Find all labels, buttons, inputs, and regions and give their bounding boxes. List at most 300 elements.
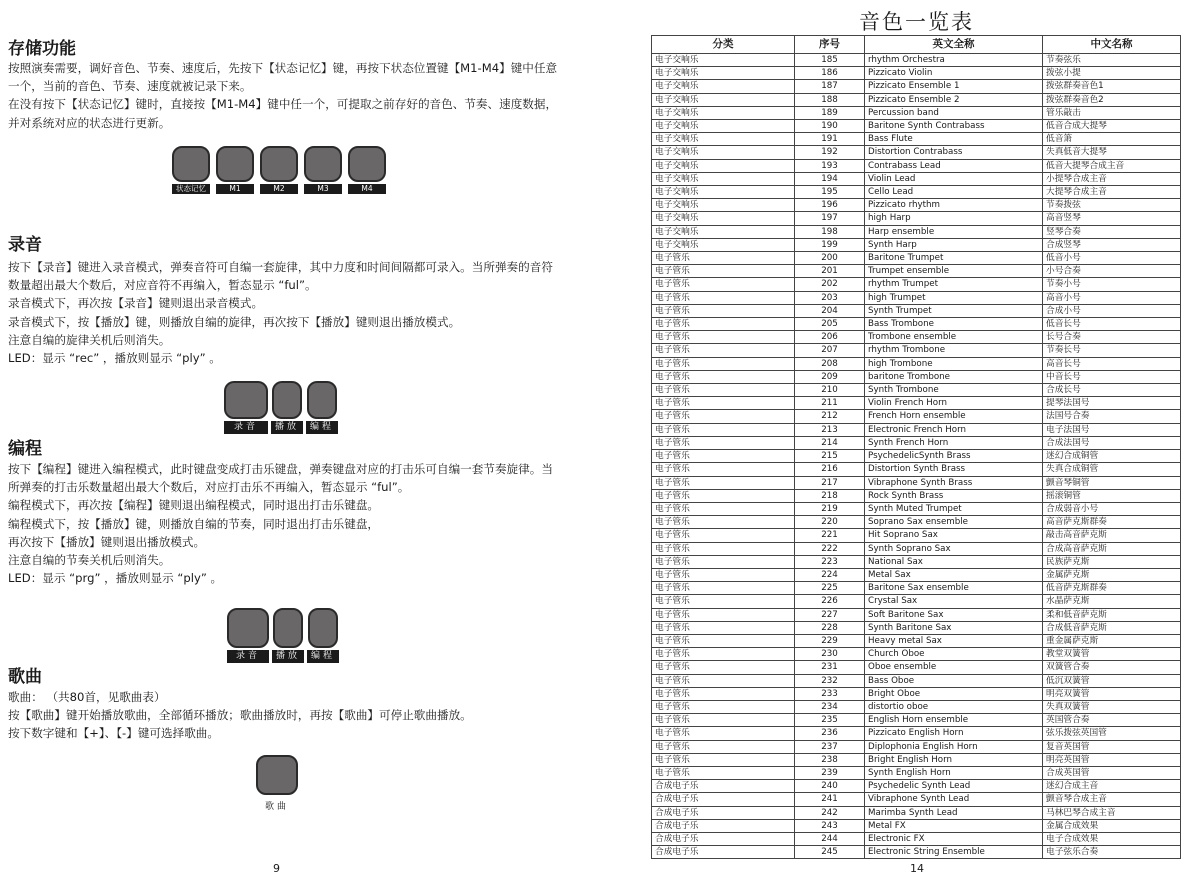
section-text-record (8, 258, 558, 367)
table-row (652, 542, 1181, 555)
cell-category: 电子管乐 (652, 331, 795, 344)
table-row (652, 186, 1181, 199)
cell-english-name: rhythm Trombone (865, 344, 1043, 357)
cell-category: 电子交响乐 (652, 67, 795, 80)
cell-chinese-name: 合成法国号 (1043, 436, 1181, 449)
cell-english-name: Hit Soprano Sax (865, 529, 1043, 542)
table-row (652, 133, 1181, 146)
cell-english-name: Cello Lead (865, 186, 1043, 199)
cell-number: 240 (795, 780, 865, 793)
key-m3 (304, 146, 342, 194)
cell-number: 193 (795, 159, 865, 172)
cell-chinese-name: 大提琴合成主音 (1043, 186, 1181, 199)
cell-category: 合成电子乐 (652, 846, 795, 859)
cell-chinese-name: 水晶萨克斯 (1043, 595, 1181, 608)
table-row (652, 766, 1181, 779)
section-title-storage: 存储功能 (8, 39, 76, 59)
program-keys-diagram (227, 608, 339, 663)
key-label: 编程 (306, 421, 338, 434)
cell-english-name: Soft Baritone Sax (865, 608, 1043, 621)
cell-chinese-name: 长号合奏 (1043, 331, 1181, 344)
cell-category: 电子管乐 (652, 555, 795, 568)
cell-english-name: National Sax (865, 555, 1043, 568)
table-row (652, 595, 1181, 608)
cell-number: 218 (795, 489, 865, 502)
cell-chinese-name: 合成竖琴 (1043, 238, 1181, 251)
cell-chinese-name: 低音箫 (1043, 133, 1181, 146)
cell-chinese-name: 高音竖琴 (1043, 212, 1181, 225)
cell-english-name: Contrabass Lead (865, 159, 1043, 172)
cell-category: 电子交响乐 (652, 146, 795, 159)
cell-english-name: Soprano Sax ensemble (865, 516, 1043, 529)
cell-number: 221 (795, 529, 865, 542)
cell-category: 电子管乐 (652, 516, 795, 529)
cell-number: 237 (795, 740, 865, 753)
cell-english-name: Bass Flute (865, 133, 1043, 146)
cell-chinese-name: 重金属萨克斯 (1043, 634, 1181, 647)
cell-english-name: Diplophonia English Horn (865, 740, 1043, 753)
cell-number: 232 (795, 674, 865, 687)
table-row (652, 832, 1181, 845)
paragraph: 编程模式下，按【播放】键，则播放自编的节奏，同时退出打击乐键盘， (8, 516, 380, 531)
cell-number: 198 (795, 225, 865, 238)
cell-category: 电子交响乐 (652, 225, 795, 238)
cell-english-name: Crystal Sax (865, 595, 1043, 608)
cell-chinese-name: 低音长号 (1043, 318, 1181, 331)
left-page (0, 0, 590, 879)
cell-number: 217 (795, 476, 865, 489)
cell-number: 244 (795, 832, 865, 845)
cell-category: 电子管乐 (652, 304, 795, 317)
cell-number: 194 (795, 172, 865, 185)
table-row (652, 423, 1181, 436)
cell-english-name: Synth Soprano Sax (865, 542, 1043, 555)
cell-number: 219 (795, 502, 865, 515)
cell-chinese-name: 马林巴琴合成主音 (1043, 806, 1181, 819)
key-label: 播放 (271, 421, 303, 434)
key-cap (348, 146, 386, 182)
paragraph: 在没有按下【状态记忆】键时，直接按【M1-M4】键中任一个，可提取之前存好的音色、节奏、速度数据，并对系统对应的状态进行更新。 (8, 97, 558, 130)
paragraph: LED：显示 “prg” ，播放则显示 “ply” 。 (8, 571, 223, 586)
paragraph: 录音模式下，再次按【录音】键则退出录音模式。 (8, 296, 264, 311)
table-row (652, 265, 1181, 278)
paragraph: 歌曲： （共80首，见歌曲表） (8, 690, 166, 704)
cell-chinese-name: 法国号合奏 (1043, 410, 1181, 423)
cell-english-name: English Horn ensemble (865, 714, 1043, 727)
cell-category: 电子交响乐 (652, 199, 795, 212)
cell-number: 238 (795, 753, 865, 766)
cell-category: 电子管乐 (652, 344, 795, 357)
cell-english-name: Violin Lead (865, 172, 1043, 185)
cell-chinese-name: 合成长号 (1043, 384, 1181, 397)
cell-category: 电子管乐 (652, 476, 795, 489)
cell-number: 213 (795, 423, 865, 436)
cell-chinese-name: 高音萨克斯群奏 (1043, 516, 1181, 529)
cell-chinese-name: 电子合成效果 (1043, 832, 1181, 845)
cell-chinese-name: 摇滚铜管 (1043, 489, 1181, 502)
cell-number: 195 (795, 186, 865, 199)
table-row (652, 344, 1181, 357)
cell-number: 230 (795, 648, 865, 661)
key-label: 状态记忆 (172, 184, 210, 194)
cell-number: 192 (795, 146, 865, 159)
cell-number: 191 (795, 133, 865, 146)
table-row (652, 410, 1181, 423)
cell-chinese-name: 合成低音萨克斯 (1043, 621, 1181, 634)
table-row (652, 120, 1181, 133)
key-program (306, 381, 338, 434)
cell-chinese-name: 提琴法国号 (1043, 397, 1181, 410)
cell-chinese-name: 管乐敲击 (1043, 106, 1181, 119)
cell-chinese-name: 失真合成铜管 (1043, 463, 1181, 476)
cell-english-name: Synth Harp (865, 238, 1043, 251)
cell-english-name: high Harp (865, 212, 1043, 225)
cell-category: 电子管乐 (652, 740, 795, 753)
cell-number: 226 (795, 595, 865, 608)
table-row (652, 780, 1181, 793)
cell-number: 225 (795, 582, 865, 595)
cell-category: 电子管乐 (652, 318, 795, 331)
table-row (652, 238, 1181, 251)
section-title-record: 录音 (8, 235, 42, 255)
cell-category: 电子管乐 (652, 542, 795, 555)
table-row (652, 582, 1181, 595)
cell-number: 211 (795, 397, 865, 410)
cell-chinese-name: 明亮双簧管 (1043, 687, 1181, 700)
cell-chinese-name: 电子法国号 (1043, 423, 1181, 436)
cell-number: 208 (795, 357, 865, 370)
cell-chinese-name: 复音英国管 (1043, 740, 1181, 753)
cell-number: 209 (795, 370, 865, 383)
cell-chinese-name: 节奏弦乐 (1043, 54, 1181, 67)
cell-number: 231 (795, 661, 865, 674)
cell-chinese-name: 迷幻合成铜管 (1043, 450, 1181, 463)
table-row (652, 568, 1181, 581)
cell-chinese-name: 教堂双簧管 (1043, 648, 1181, 661)
cell-category: 电子管乐 (652, 582, 795, 595)
cell-number: 235 (795, 714, 865, 727)
cell-number: 242 (795, 806, 865, 819)
key-m4 (348, 146, 386, 194)
table-row (652, 502, 1181, 515)
table-row (652, 291, 1181, 304)
header-number: 序号 (795, 36, 865, 54)
cell-category: 电子交响乐 (652, 212, 795, 225)
cell-english-name: Metal FX (865, 819, 1043, 832)
cell-english-name: Electronic String Ensemble (865, 846, 1043, 859)
paragraph: 编程模式下，再次按【编程】键则退出编程模式，同时退出打击乐键盘。 (8, 498, 380, 513)
cell-number: 223 (795, 555, 865, 568)
cell-category: 电子管乐 (652, 766, 795, 779)
table-row (652, 687, 1181, 700)
cell-number: 243 (795, 819, 865, 832)
paragraph: 按照演奏需要，调好音色、节奏、速度后，先按下【状态记忆】键，再按下状态位置键【M1-M4】键中任意一个，当前的音色、节奏、速度就被记录下来。 (8, 61, 558, 94)
key-state-memory (172, 146, 210, 194)
cell-chinese-name: 合成弱音小号 (1043, 502, 1181, 515)
cell-number: 245 (795, 846, 865, 859)
cell-number: 241 (795, 793, 865, 806)
table-row (652, 172, 1181, 185)
tone-table (651, 35, 1181, 859)
cell-chinese-name: 明亮英国管 (1043, 753, 1181, 766)
paragraph: 注意自编的节奏关机后则消失。 (8, 553, 171, 568)
key-record (227, 608, 269, 663)
table-row (652, 54, 1181, 67)
cell-chinese-name: 金属合成效果 (1043, 819, 1181, 832)
table-row (652, 634, 1181, 647)
cell-category: 电子管乐 (652, 621, 795, 634)
header-english-name: 英文全称 (865, 36, 1043, 54)
cell-category: 电子管乐 (652, 397, 795, 410)
cell-chinese-name: 低音小号 (1043, 252, 1181, 265)
key-program (307, 608, 339, 663)
key-cap (308, 608, 338, 648)
storage-keys-diagram (172, 146, 386, 194)
cell-chinese-name: 节奏拨弦 (1043, 199, 1181, 212)
table-row (652, 199, 1181, 212)
key-m2 (260, 146, 298, 194)
key-label: M3 (304, 184, 342, 194)
cell-english-name: PsychedelicSynth Brass (865, 450, 1043, 463)
cell-english-name: Vibraphone Synth Lead (865, 793, 1043, 806)
key-cap (256, 755, 298, 795)
table-row (652, 608, 1181, 621)
cell-category: 电子管乐 (652, 265, 795, 278)
table-row (652, 436, 1181, 449)
cell-category: 合成电子乐 (652, 780, 795, 793)
paragraph: 按下【录音】键进入录音模式，弹奏音符可自编一套旋律，其中力度和时间间隔都可录入。当所弹奏的音符数量超出最大个数后，对应音符不再编入，暂态显示 “ful”。 (8, 260, 553, 293)
cell-english-name: French Horn ensemble (865, 410, 1043, 423)
key-label: 编程 (307, 650, 339, 663)
key-label: 播放 (272, 650, 304, 663)
cell-number: 204 (795, 304, 865, 317)
paragraph: 录音模式下，按【播放】键，则播放自编的旋律，再次按下【播放】键则退出播放模式。 (8, 314, 461, 329)
cell-english-name: Electronic French Horn (865, 423, 1043, 436)
cell-english-name: Synth English Horn (865, 766, 1043, 779)
cell-english-name: Baritone Trumpet (865, 252, 1043, 265)
table-row (652, 252, 1181, 265)
cell-number: 186 (795, 67, 865, 80)
cell-number: 229 (795, 634, 865, 647)
cell-category: 电子管乐 (652, 727, 795, 740)
table-row (652, 93, 1181, 106)
table-row (652, 648, 1181, 661)
cell-english-name: Violin French Horn (865, 397, 1043, 410)
right-page (600, 0, 1183, 879)
cell-chinese-name: 合成英国管 (1043, 766, 1181, 779)
paragraph: 再次按下【播放】键则退出播放模式。 (8, 534, 206, 549)
table-row (652, 714, 1181, 727)
table-row (652, 819, 1181, 832)
paragraph: 按【歌曲】键开始播放歌曲，全部循环播放；歌曲播放时，再按【歌曲】可停止歌曲播放。 (8, 708, 472, 723)
cell-english-name: Psychedelic Synth Lead (865, 780, 1043, 793)
cell-chinese-name: 合成高音萨克斯 (1043, 542, 1181, 555)
cell-english-name: Pizzicato Ensemble 2 (865, 93, 1043, 106)
cell-number: 196 (795, 199, 865, 212)
cell-category: 合成电子乐 (652, 806, 795, 819)
table-row (652, 621, 1181, 634)
cell-category: 电子交响乐 (652, 172, 795, 185)
cell-category: 电子交响乐 (652, 120, 795, 133)
cell-english-name: Synth Muted Trumpet (865, 502, 1043, 515)
cell-english-name: Vibraphone Synth Brass (865, 476, 1043, 489)
cell-number: 236 (795, 727, 865, 740)
key-song (256, 755, 298, 812)
cell-number: 212 (795, 410, 865, 423)
cell-number: 206 (795, 331, 865, 344)
cell-english-name: Church Oboe (865, 648, 1043, 661)
cell-number: 187 (795, 80, 865, 93)
header-chinese-name: 中文名称 (1043, 36, 1181, 54)
table-row (652, 146, 1181, 159)
key-play (271, 381, 303, 434)
page-number: 9 (273, 862, 280, 875)
cell-category: 电子管乐 (652, 463, 795, 476)
header-category: 分类 (652, 36, 795, 54)
page-title: 音色一览表 (859, 10, 974, 34)
cell-category: 电子交响乐 (652, 106, 795, 119)
cell-chinese-name: 节奏长号 (1043, 344, 1181, 357)
cell-chinese-name: 英国管合奏 (1043, 714, 1181, 727)
cell-english-name: Trumpet ensemble (865, 265, 1043, 278)
table-row (652, 67, 1181, 80)
paragraph: 按下【编程】键进入编程模式，此时键盘变成打击乐键盘，弹奏键盘对应的打击乐可自编一套节奏旋律。当所弹奏的打击乐数量超出最大个数后，对应打击乐不再编入，暂态显示 “ful”。 (8, 462, 553, 495)
cell-category: 电子管乐 (652, 423, 795, 436)
cell-chinese-name: 低音萨克斯群奏 (1043, 582, 1181, 595)
cell-number: 216 (795, 463, 865, 476)
table-row (652, 450, 1181, 463)
table-row (652, 846, 1181, 859)
cell-category: 电子管乐 (652, 291, 795, 304)
cell-category: 电子管乐 (652, 502, 795, 515)
cell-category: 电子管乐 (652, 634, 795, 647)
cell-number: 224 (795, 568, 865, 581)
key-cap (224, 381, 268, 419)
cell-chinese-name: 失真低音大提琴 (1043, 146, 1181, 159)
table-row (652, 727, 1181, 740)
section-text-song (8, 688, 558, 743)
cell-number: 189 (795, 106, 865, 119)
cell-category: 电子管乐 (652, 450, 795, 463)
cell-number: 185 (795, 54, 865, 67)
cell-category: 电子管乐 (652, 687, 795, 700)
cell-number: 199 (795, 238, 865, 251)
cell-english-name: Baritone Synth Contrabass (865, 120, 1043, 133)
cell-number: 203 (795, 291, 865, 304)
table-row (652, 674, 1181, 687)
key-m1 (216, 146, 254, 194)
cell-chinese-name: 低音大提琴合成主音 (1043, 159, 1181, 172)
table-row (652, 476, 1181, 489)
cell-chinese-name: 竖琴合奏 (1043, 225, 1181, 238)
cell-category: 电子管乐 (652, 608, 795, 621)
table-row (652, 489, 1181, 502)
cell-chinese-name: 低音合成大提琴 (1043, 120, 1181, 133)
cell-english-name: high Trumpet (865, 291, 1043, 304)
table-row (652, 661, 1181, 674)
cell-category: 电子管乐 (652, 529, 795, 542)
table-row (652, 80, 1181, 93)
cell-category: 电子管乐 (652, 436, 795, 449)
paragraph: 注意自编的旋律关机后则消失。 (8, 332, 171, 347)
key-record (224, 381, 268, 434)
cell-chinese-name: 高音长号 (1043, 357, 1181, 370)
key-cap (307, 381, 337, 419)
cell-category: 电子管乐 (652, 370, 795, 383)
cell-number: 200 (795, 252, 865, 265)
cell-category: 电子管乐 (652, 595, 795, 608)
cell-chinese-name: 民族萨克斯 (1043, 555, 1181, 568)
page-number: 14 (910, 862, 924, 875)
cell-number: 214 (795, 436, 865, 449)
cell-english-name: Percussion band (865, 106, 1043, 119)
cell-english-name: Pizzicato Ensemble 1 (865, 80, 1043, 93)
cell-chinese-name: 敲击高音萨克斯 (1043, 529, 1181, 542)
cell-chinese-name: 迷幻合成主音 (1043, 780, 1181, 793)
table-row (652, 304, 1181, 317)
cell-chinese-name: 中音长号 (1043, 370, 1181, 383)
cell-chinese-name: 颤音琴铜管 (1043, 476, 1181, 489)
cell-english-name: Bright English Horn (865, 753, 1043, 766)
cell-english-name: Pizzicato English Horn (865, 727, 1043, 740)
paragraph: 按下数字键和【+】、【-】键可选择歌曲。 (8, 726, 219, 741)
table-row (652, 278, 1181, 291)
table-row (652, 753, 1181, 766)
cell-category: 电子管乐 (652, 384, 795, 397)
key-cap (216, 146, 254, 182)
cell-english-name: Marimba Synth Lead (865, 806, 1043, 819)
cell-number: 234 (795, 700, 865, 713)
cell-english-name: Oboe ensemble (865, 661, 1043, 674)
table-row (652, 384, 1181, 397)
cell-chinese-name: 电子弦乐合奏 (1043, 846, 1181, 859)
cell-chinese-name: 颤音琴合成主音 (1043, 793, 1181, 806)
key-label: 录音 (227, 650, 269, 663)
key-play (272, 608, 304, 663)
cell-chinese-name: 高音小号 (1043, 291, 1181, 304)
key-label: M1 (216, 184, 254, 194)
cell-english-name: Heavy metal Sax (865, 634, 1043, 647)
cell-english-name: Bright Oboe (865, 687, 1043, 700)
cell-category: 电子管乐 (652, 568, 795, 581)
cell-english-name: Synth French Horn (865, 436, 1043, 449)
cell-english-name: high Trombone (865, 357, 1043, 370)
cell-english-name: Metal Sax (865, 568, 1043, 581)
cell-category: 电子交响乐 (652, 159, 795, 172)
table-row (652, 225, 1181, 238)
cell-number: 207 (795, 344, 865, 357)
key-cap (260, 146, 298, 182)
cell-number: 227 (795, 608, 865, 621)
cell-english-name: distortio oboe (865, 700, 1043, 713)
cell-category: 电子管乐 (652, 674, 795, 687)
cell-category: 电子交响乐 (652, 54, 795, 67)
cell-category: 电子交响乐 (652, 93, 795, 106)
cell-chinese-name: 小提琴合成主音 (1043, 172, 1181, 185)
cell-number: 197 (795, 212, 865, 225)
table-row (652, 463, 1181, 476)
cell-english-name: Trombone ensemble (865, 331, 1043, 344)
table-row (652, 806, 1181, 819)
table-row (652, 357, 1181, 370)
key-cap (272, 381, 302, 419)
cell-english-name: Synth Baritone Sax (865, 621, 1043, 634)
table-row (652, 555, 1181, 568)
cell-number: 220 (795, 516, 865, 529)
song-key-diagram (256, 755, 298, 812)
cell-chinese-name: 失真双簧管 (1043, 700, 1181, 713)
cell-chinese-name: 节奏小号 (1043, 278, 1181, 291)
